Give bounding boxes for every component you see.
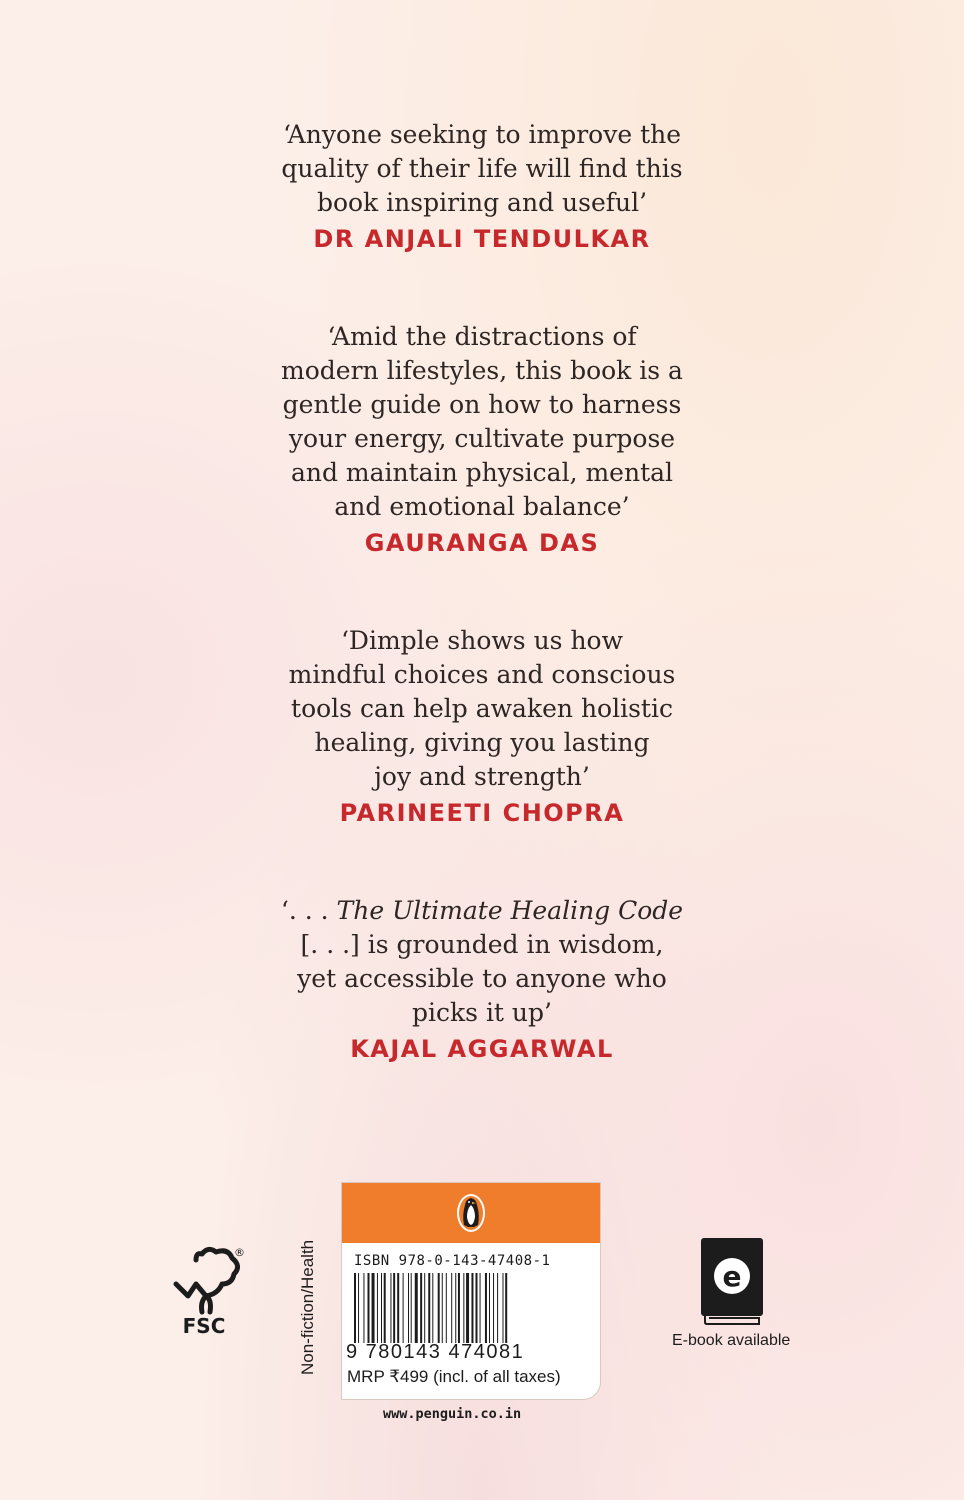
barcode-bar: [397, 1273, 399, 1343]
website-url: www.penguin.co.in: [383, 1406, 522, 1422]
barcode-bar: [505, 1273, 507, 1343]
testimonial-quote: [0, 894, 964, 1030]
barcode-bar: [463, 1273, 464, 1343]
book-title: The Ultimate Healing Code: [336, 896, 684, 925]
barcode-bar: [403, 1273, 404, 1343]
svg-text:e: e: [722, 1260, 742, 1293]
testimonial-attribution: GAURANGA DAS: [364, 529, 600, 557]
barcode-bar: [420, 1273, 422, 1343]
barcode-bar: [381, 1273, 382, 1343]
fsc-logo: [166, 1244, 252, 1344]
testimonial-quote: ‘Anyone seeking to improve the quality of their life will find this book inspiring and useful’: [281, 120, 683, 217]
barcode-bar: [493, 1273, 494, 1343]
barcode-bar: [377, 1273, 378, 1343]
mrp-text: MRP ₹499 (incl. of all taxes): [347, 1367, 561, 1386]
ebook-label: E-book available: [672, 1332, 791, 1349]
barcode-bar: [428, 1273, 430, 1343]
registered-mark: ®: [234, 1246, 245, 1259]
publisher-band: [342, 1183, 600, 1243]
fsc-tree-icon: [166, 1244, 252, 1316]
fsc-label: FSC: [182, 1314, 226, 1338]
barcode-bar: [432, 1273, 433, 1343]
barcode-bar: [497, 1273, 498, 1343]
isbn-text: ISBN 978-0-143-47408-1: [354, 1253, 551, 1269]
barcode-bar: [471, 1273, 473, 1343]
barcode-bar: [354, 1273, 356, 1343]
barcode-bar: [372, 1273, 375, 1343]
barcode-bar: [393, 1273, 395, 1343]
testimonial-attribution: KAJAL AGGARWAL: [350, 1035, 614, 1063]
testimonial-4: [0, 894, 964, 1066]
barcode-bar: [503, 1273, 504, 1343]
testimonial-3: [0, 624, 964, 830]
category-label: Non-fiction/Health: [298, 1239, 317, 1375]
barcode-bar: [363, 1273, 364, 1343]
quote-rest: [. . .] is grounded in wisdom, yet accessible to anyone who picks it up’: [297, 930, 667, 1027]
barcode-bar: [390, 1273, 391, 1343]
testimonial-quote: ‘Amid the distractions of modern lifestyles, this book is a gentle guide on how to harness your energy, cultivate purpose and maintain physical, mental and emotional balance’: [281, 322, 683, 521]
barcode-bar: [411, 1273, 412, 1343]
barcode-bar: [438, 1273, 440, 1343]
testimonial-quote: ‘Dimple shows us how mindful choices and conscious tools can help awaken holistic healing, giving you lasting joy and strength’: [288, 626, 676, 791]
barcode-bar: [442, 1273, 443, 1343]
barcode-bar: [489, 1273, 490, 1343]
barcode-bar: [485, 1273, 487, 1343]
barcode-bar: [458, 1273, 460, 1343]
barcode-bar: [358, 1273, 359, 1343]
barcode-digits: 9 780143 474081: [346, 1341, 525, 1363]
barcode-bar: [408, 1273, 409, 1343]
quote-prefix: ‘. . .: [280, 896, 337, 925]
testimonial-attribution: DR ANJALI TENDULKAR: [313, 225, 651, 253]
ebook-icon: [699, 1236, 765, 1326]
testimonial-1: [0, 118, 964, 256]
barcode-bar: [480, 1273, 481, 1343]
barcode-bar: [424, 1273, 425, 1343]
barcode-bar: [455, 1273, 456, 1343]
barcode-box: [341, 1182, 601, 1400]
testimonial-attribution: PARINEETI CHOPRA: [339, 799, 625, 827]
barcode-bar: [368, 1273, 370, 1343]
barcode-bar: [476, 1273, 478, 1343]
barcode-bar: [446, 1273, 447, 1343]
penguin-logo-icon: [456, 1193, 486, 1233]
barcode-bar: [466, 1273, 469, 1343]
barcode-bar: [415, 1273, 418, 1343]
barcode-bar: [451, 1273, 452, 1343]
barcode-bars: [352, 1273, 590, 1343]
barcode-bar: [384, 1273, 386, 1343]
testimonial-2: [0, 320, 964, 560]
